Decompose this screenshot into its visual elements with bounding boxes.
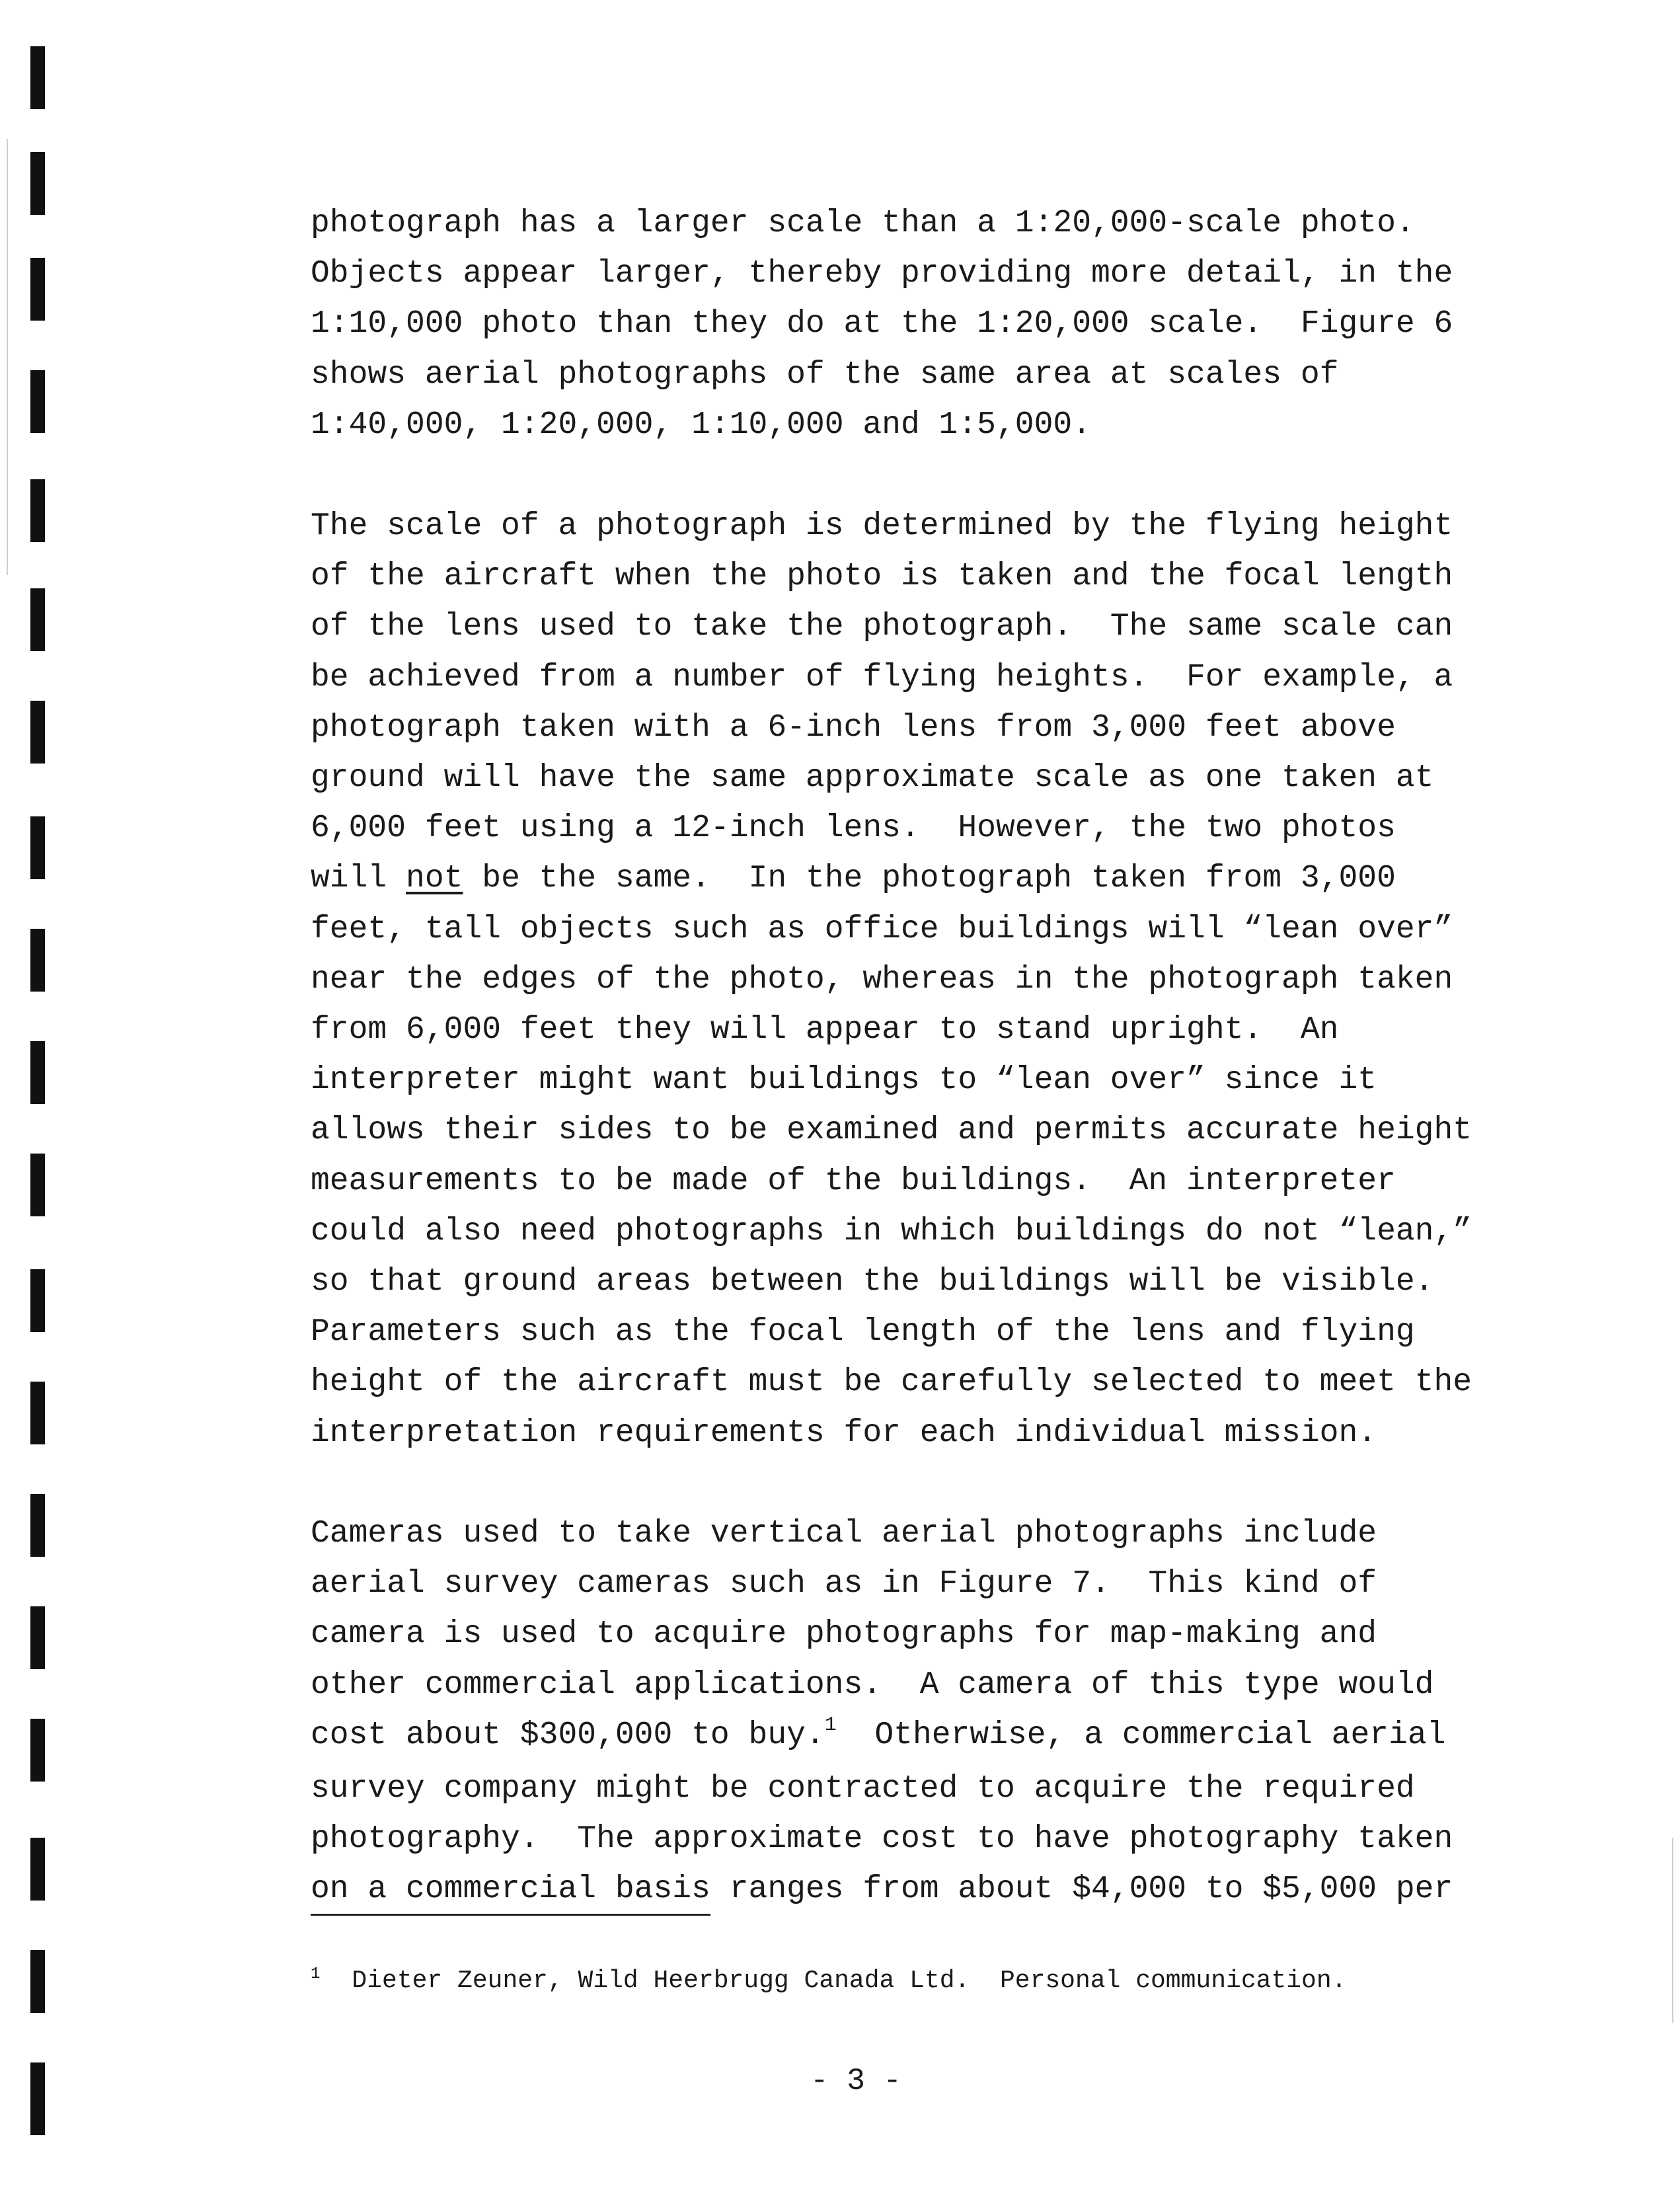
binding-mark [30,929,45,992]
text-line: other commercial applications. A camera of this type would [311,1667,1434,1703]
text-line: measurements to be made of the buildings. An interpreter [311,1163,1396,1199]
binding-mark [30,258,45,321]
paragraph-3 [311,1509,1453,1915]
text-line: feet, tall objects such as office buildings will “lean over” [311,911,1453,947]
text-line [311,853,1472,904]
footnote-text: Dieter Zeuner, Wild Heerbrugg Canada Ltd. Personal communication. [352,1967,1347,1995]
text-line: 6,000 feet using a 12-inch lens. However, the two photos [311,810,1396,847]
binding-mark [30,1838,45,1901]
binding-mark [30,2062,45,2135]
text-line: 1:40,000, 1:20,000, 1:10,000 and 1:5,000. [311,407,1091,443]
text-segment: be the same. In the photograph taken from 3,000 [463,861,1396,897]
binding-mark [30,1494,45,1557]
text-line: camera is used to acquire photographs for map-making and [311,1616,1377,1653]
footnote-divider [311,1914,710,1916]
text-line: photograph taken with a 6-inch lens from 3,000 feet above [311,709,1396,746]
text-line: of the aircraft when the photo is taken and the focal length [311,559,1453,595]
binding-mark [30,152,45,215]
text-line: 1:10,000 photo than they do at the 1:20,000 scale. Figure 6 [311,306,1453,342]
paragraph-1 [311,198,1453,450]
scan-artifact-line [7,139,8,575]
text-line: allows their sides to be examined and permits accurate height [311,1113,1472,1149]
scan-artifact-line [1672,1838,1673,2023]
binding-mark [30,588,45,651]
text-line: interpreter might want buildings to “lean over” since it [311,1062,1377,1099]
text-line: on a commercial basis ranges from about $4,000 to $5,000 per [311,1871,1453,1908]
paragraph-2 [311,501,1472,1458]
binding-mark [30,1269,45,1332]
text-line: be achieved from a number of flying heights. For example, a [311,659,1453,695]
text-line: shows aerial photographs of the same area at scales of [311,356,1339,393]
binding-mark [30,1719,45,1782]
text-line: so that ground areas between the buildings will be visible. [311,1264,1434,1300]
text-segment: will [311,861,406,897]
binding-mark [30,1950,45,2013]
footnote-reference: 1 [824,1713,837,1737]
binding-mark [30,1041,45,1104]
page-number: - 3 - [810,2064,902,2098]
binding-mark [30,370,45,433]
text-line: Cameras used to take vertical aerial photographs include [311,1516,1377,1551]
underlined-word: not [406,861,463,897]
text-segment: Otherwise, a commercial aerial [836,1717,1446,1753]
footnote-marker: 1 [311,1965,321,1983]
text-line: from 6,000 feet they will appear to stand upright. An [311,1012,1339,1048]
text-line: interpretation requirements for each individual mission. [311,1415,1377,1451]
text-line: Objects appear larger, thereby providing more detail, in the [311,256,1453,292]
text-line: near the edges of the photo, whereas in the photograph taken [311,961,1453,998]
binding-mark [30,1382,45,1444]
text-line: aerial survey cameras such as in Figure 7. This kind of [311,1566,1377,1602]
binding-mark [30,46,45,109]
text-segment: cost about $300,000 to buy. [311,1717,825,1753]
text-line: photograph has a larger scale than a 1:20,000-scale photo. [311,206,1415,241]
footnote [311,1967,1346,1995]
binding-mark [30,701,45,764]
text-line [311,1710,1453,1764]
text-line: could also need photographs in which buildings do not “lean,” [311,1213,1472,1249]
text-line: of the lens used to take the photograph. The same scale can [311,609,1453,645]
text-line: survey company might be contracted to acquire the required [311,1771,1415,1807]
text-line: The scale of a photograph is determined by the flying height [311,508,1453,544]
text-line: ground will have the same approximate scale as one taken at [311,760,1434,797]
binding-mark [30,1154,45,1216]
text-line: photography. The approximate cost to have photography taken [311,1821,1453,1858]
text-line: Parameters such as the focal length of the lens and flying [311,1314,1415,1351]
binding-mark [30,479,45,542]
binding-mark [30,1606,45,1669]
text-line: height of the aircraft must be carefully selected to meet the [311,1364,1472,1401]
binding-mark [30,816,45,879]
